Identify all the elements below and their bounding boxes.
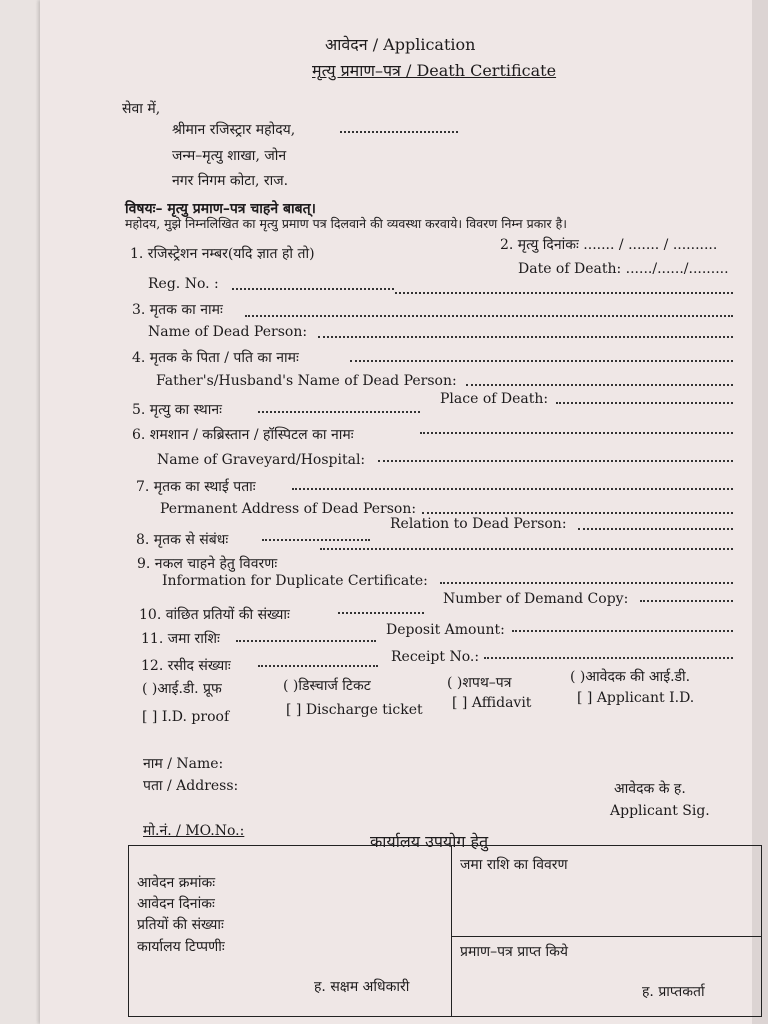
intro-text: महोदय, मुझे निम्नलिखित का मृत्यु प्रमाण पत्र दिलवाने की व्यवस्था करवाये। विवरण निम्न प्रकार है। xyxy=(125,216,568,231)
field1-hi: 1. रजिस्ट्रेशन नम्बर(यदि ज्ञात हो तो) xyxy=(130,246,315,262)
field4-en: Father's/Husband's Name of Dead Person: xyxy=(156,373,457,389)
field7-hi: 7. मृतक का स्थाई पताः xyxy=(136,479,256,495)
field7-en: Permanent Address of Dead Person: xyxy=(160,501,417,517)
field2-hi: 2. मृत्यु दिनांकः ....... / ....... / .......... xyxy=(500,237,718,253)
office-left-cell xyxy=(129,846,452,1017)
field4-hi: 4. मृतक के पिता / पति का नामः xyxy=(132,350,299,366)
field10-en: Number of Demand Copy: xyxy=(443,591,629,607)
applicant-name-label: नाम / Name: xyxy=(143,756,224,772)
field8-hi: 8. मृतक से संबंधः xyxy=(136,532,229,548)
form-title: आवेदन / Application xyxy=(325,35,476,54)
field12-hi: 12. रसीद संख्याः xyxy=(141,658,231,674)
subject: विषयः– मृत्यु प्रमाण–पत्र चाहने बाबत्। xyxy=(125,201,316,217)
receiver-sig: ह. प्राप्तकर्ता xyxy=(642,984,705,1000)
field3-en: Name of Dead Person: xyxy=(148,324,308,340)
place-of-death-hi-input[interactable] xyxy=(258,411,420,413)
deposit-amount-input[interactable] xyxy=(512,630,733,632)
remarks-label: कार्यालय टिप्पणीः xyxy=(137,939,225,955)
registrar-blank[interactable] xyxy=(340,131,458,133)
field5-en: Place of Death: xyxy=(440,391,549,407)
applicant-address-label: पता / Address: xyxy=(143,778,239,794)
receipt-no-input[interactable] xyxy=(484,657,733,659)
field8-en: Relation to Dead Person: xyxy=(390,516,567,532)
field11-en: Deposit Amount: xyxy=(386,622,505,638)
checkbox-applicant-id-hi[interactable]: ( )आवेदक की आई.डी. xyxy=(570,669,691,685)
applicant-sig-en: Applicant Sig. xyxy=(610,803,710,819)
checkbox-affidavit[interactable]: [ ] Affidavit xyxy=(452,695,532,711)
office-title: कार्यालय उपयोग हेतु xyxy=(370,832,489,851)
duplicate-info-input[interactable] xyxy=(440,582,733,584)
field5-hi: 5. मृत्यु का स्थानः xyxy=(132,402,222,418)
checkbox-id-proof[interactable]: [ ] I.D. proof xyxy=(142,709,230,725)
place-of-death-input[interactable] xyxy=(556,402,733,404)
permanent-address-input[interactable] xyxy=(422,512,733,514)
father-name-hi-input[interactable] xyxy=(350,360,733,362)
father-name-input[interactable] xyxy=(466,384,733,386)
checkbox-affidavit-hi[interactable]: ( )शपथ–पत्र xyxy=(447,675,512,691)
field2-en: Date of Death: ....../....../......... xyxy=(518,261,729,277)
mobile-label: मो.नं. / MO.No.: xyxy=(143,823,245,839)
receipt-hi-input[interactable] xyxy=(258,665,378,667)
cert-received-label: प्रमाण–पत्र प्राप्त किये xyxy=(460,944,569,960)
address-line1: श्रीमान रजिस्ट्रार महोदय, xyxy=(172,122,296,138)
demand-copy-input[interactable] xyxy=(640,600,733,602)
app-date-label: आवेदन दिनांकः xyxy=(137,896,215,912)
graveyard-hi-input[interactable] xyxy=(420,432,733,434)
checkbox-applicant-id[interactable]: [ ] Applicant I.D. xyxy=(577,690,695,706)
checkbox-discharge[interactable]: [ ] Discharge ticket xyxy=(286,702,423,718)
field10-hi: 10. वांछित प्रतियों की संख्याः xyxy=(139,607,290,623)
deposit-cell xyxy=(452,846,762,937)
field3-hi: 3. मृतक का नामः xyxy=(132,302,223,318)
relation-hi-input[interactable] xyxy=(262,539,370,541)
field9-hi: 9. नकल चाहने हेतु विवरणः xyxy=(137,556,278,572)
field11-hi: 11. जमा राशिः xyxy=(141,631,220,647)
permanent-address-hi-input[interactable] xyxy=(292,488,733,490)
field12-en: Receipt No.: xyxy=(391,649,480,665)
address-to: सेवा में, xyxy=(122,101,161,117)
dead-person-name-hi-input[interactable] xyxy=(245,315,733,317)
address-line3: नगर निगम कोटा, राज. xyxy=(172,173,289,189)
line-divider xyxy=(395,292,733,294)
field6-en: Name of Graveyard/Hospital: xyxy=(157,452,366,468)
address-line2: जन्म–मृत्यु शाखा, जोन xyxy=(172,148,287,164)
duplicate-info-hi-input[interactable] xyxy=(320,548,733,550)
field6-hi: 6. शमशान / कब्रिस्तान / हॉस्पिटल का नामः xyxy=(132,427,354,443)
applicant-sig-hi: आवेदक के ह. xyxy=(614,781,686,797)
relation-input[interactable] xyxy=(578,528,733,530)
checkbox-discharge-hi[interactable]: ( )डिस्चार्ज टिकट xyxy=(283,678,371,694)
checkbox-id-proof-hi[interactable]: ( )आई.डी. प्रूफ xyxy=(142,681,222,697)
field1-en: Reg. No. : xyxy=(148,276,219,292)
copies-label: प्रतियों की संख्याः xyxy=(137,917,224,933)
deposit-hi-input[interactable] xyxy=(236,640,376,642)
certificate-cell xyxy=(452,937,762,1017)
officer-sig: ह. सक्षम अधिकारी xyxy=(314,979,410,995)
copies-hi-input[interactable] xyxy=(338,612,424,614)
graveyard-input[interactable] xyxy=(378,460,733,462)
app-no-label: आवेदन क्रमांकः xyxy=(137,875,216,891)
office-use-table xyxy=(128,845,762,1017)
reg-no-input[interactable] xyxy=(232,288,394,290)
form-subtitle: मृत्यु प्रमाण–पत्र / Death Certificate xyxy=(312,61,557,80)
dead-person-name-input[interactable] xyxy=(318,336,733,338)
deposit-details-label: जमा राशि का विवरण xyxy=(460,857,568,873)
field9-en: Information for Duplicate Certificate: xyxy=(162,573,428,589)
